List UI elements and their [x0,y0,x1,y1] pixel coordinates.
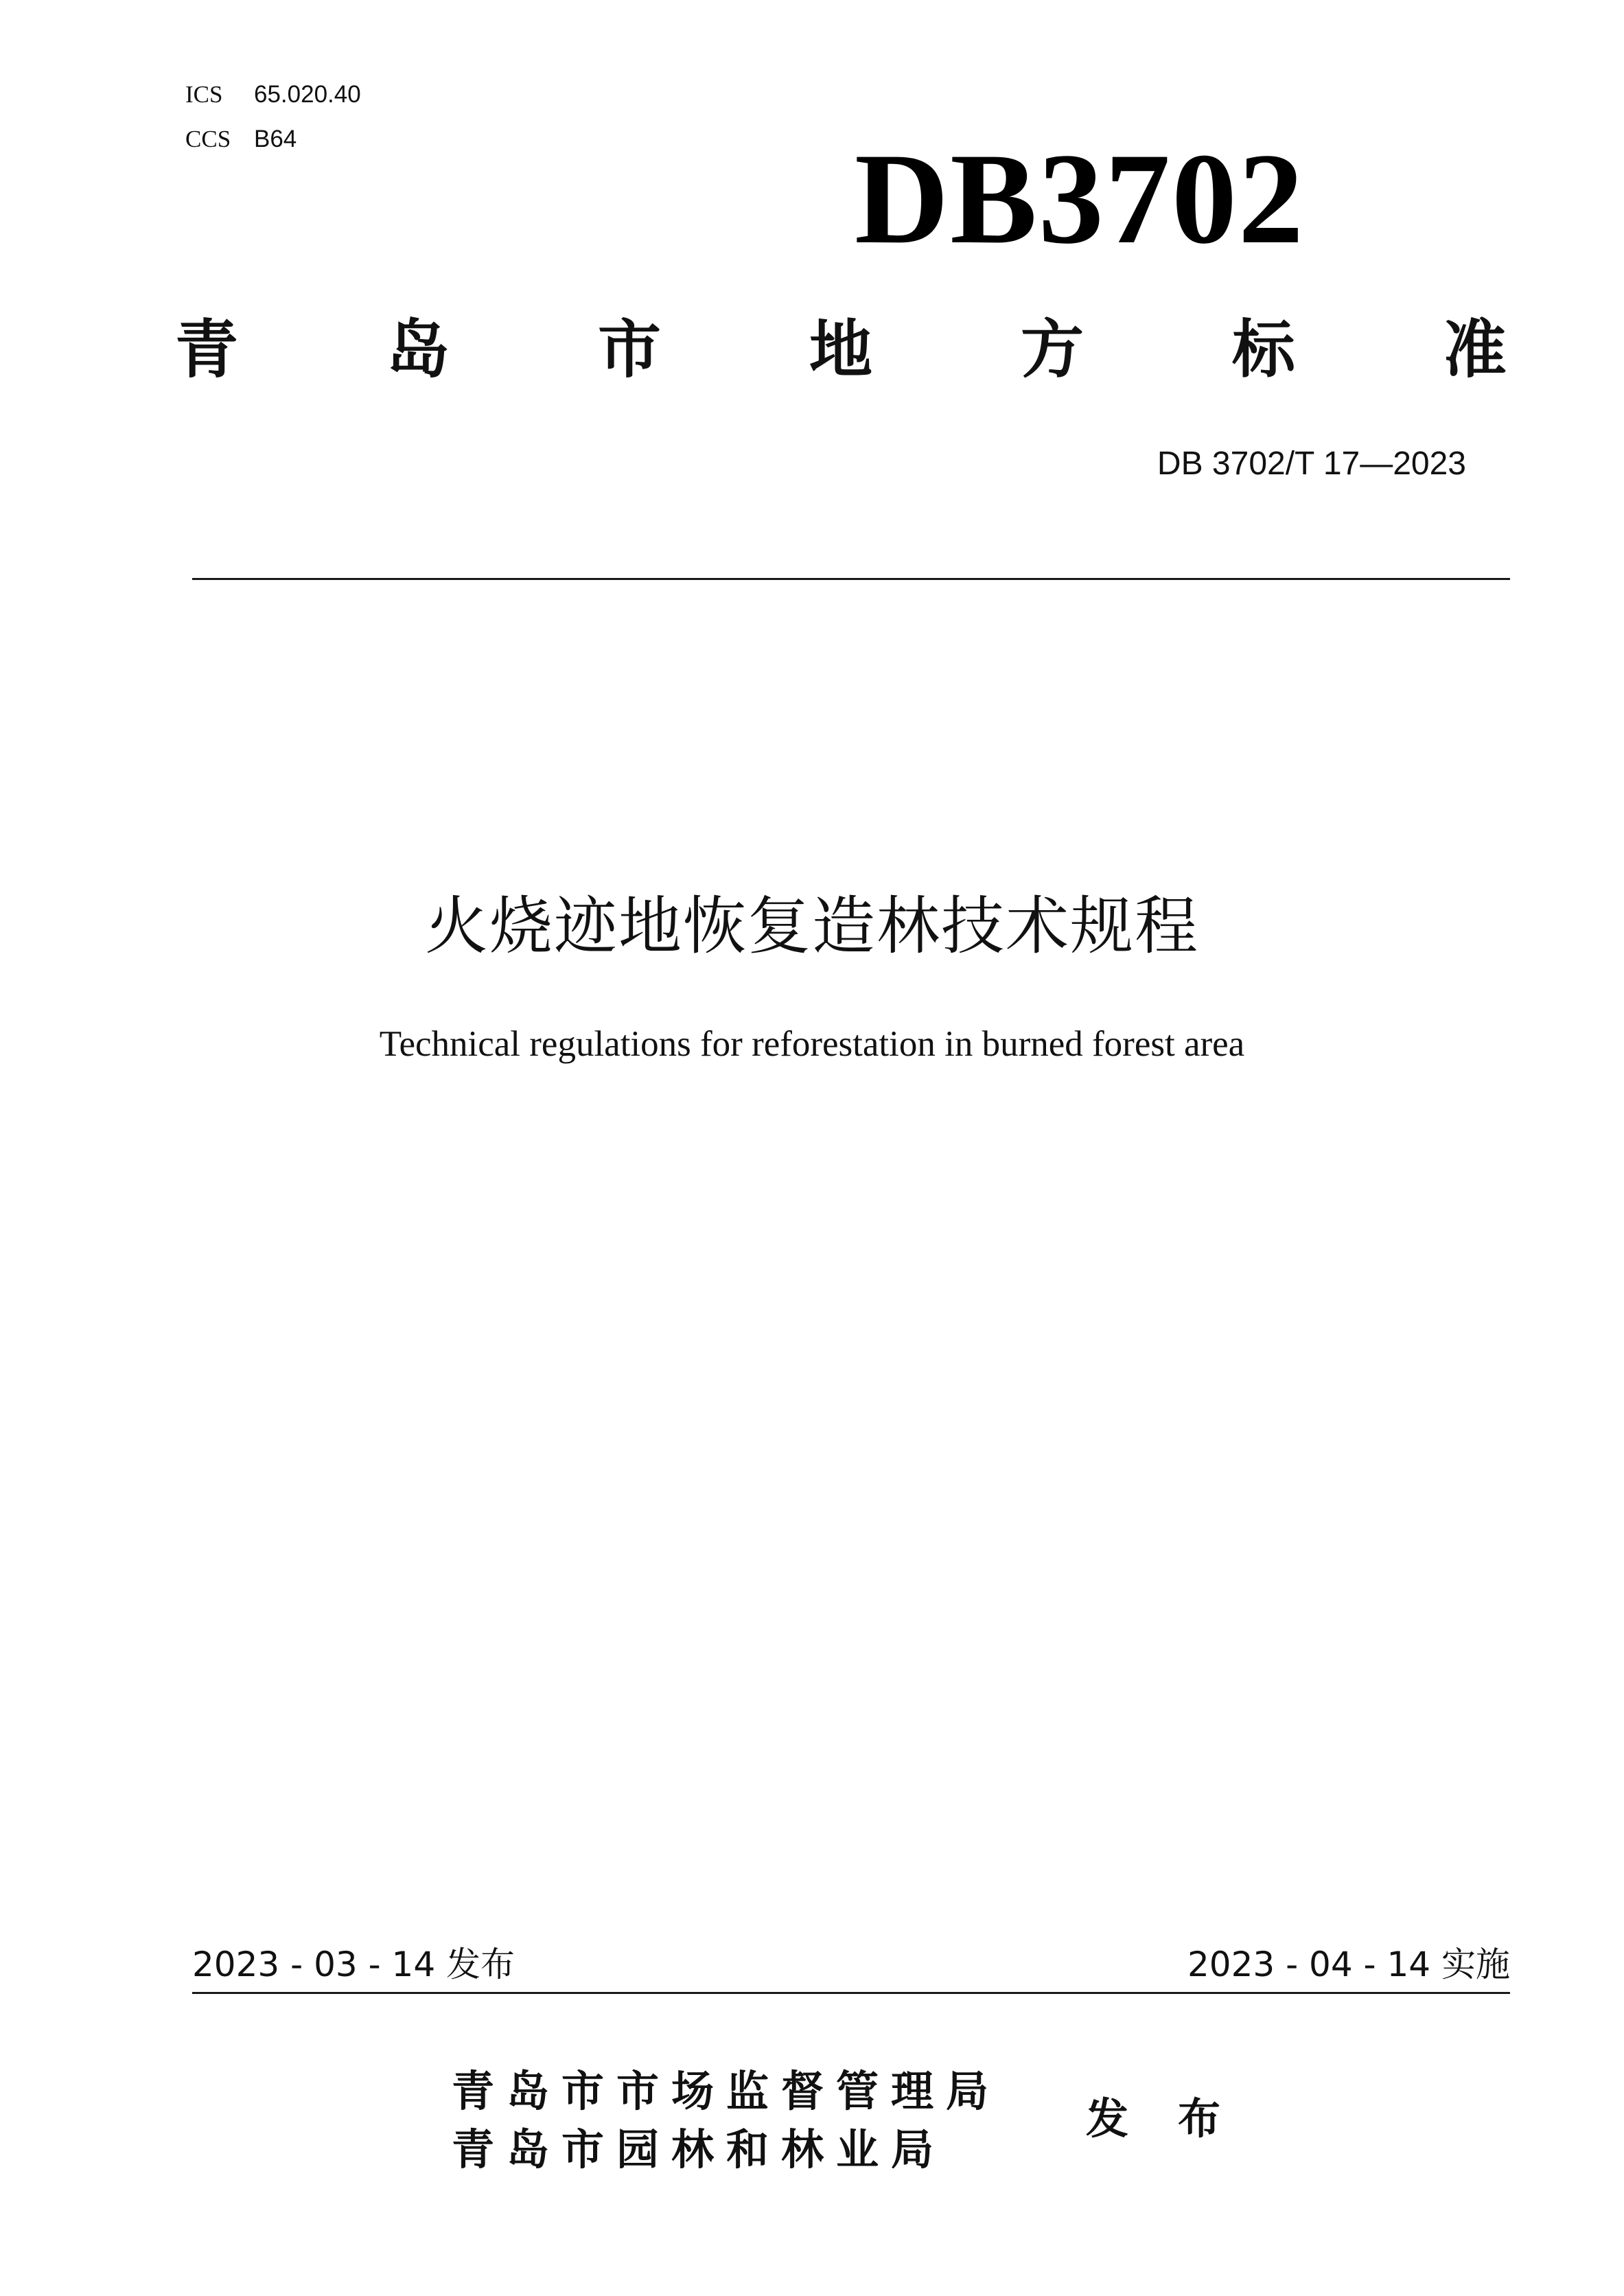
standard-type-char: 准 [1443,313,1507,386]
ccs-label: CCS [185,126,231,152]
issue-date: 2023 - 03 - 14 发布 [192,1945,515,1984]
issuer-line-2: 青岛市园林和林业局 [452,2124,947,2175]
standard-type-char: 青 [175,313,239,386]
standard-type-char: 方 [1020,313,1084,386]
footer-divider [192,1992,1510,1994]
db-code-logo: DB3702 [855,127,1305,271]
ics-code [185,81,361,108]
header-divider [192,578,1510,580]
ccs-code [185,126,297,153]
standard-type-char: 市 [597,313,661,386]
standard-type-char: 岛 [386,313,450,386]
standard-number: DB 3702/T 17—2023 [1157,445,1466,482]
standard-type [175,312,1507,388]
document-title-en: Technical regulations for reforestation in burned forest area [379,1024,1245,1064]
implementation-date: 2023 - 04 - 14 实施 [1187,1945,1510,1984]
document-title-zh: 火烧迹地恢复造林技术规程 [424,890,1199,963]
ics-label: ICS [185,81,223,108]
issue-action: 发布 [1086,2094,1271,2144]
standard-type-char: 地 [809,313,872,386]
ics-value: 65.020.40 [254,81,361,108]
standard-type-char: 标 [1231,313,1295,386]
issuer-line-1: 青岛市市场监督管理局 [452,2066,1001,2116]
ccs-value: B64 [254,126,297,152]
